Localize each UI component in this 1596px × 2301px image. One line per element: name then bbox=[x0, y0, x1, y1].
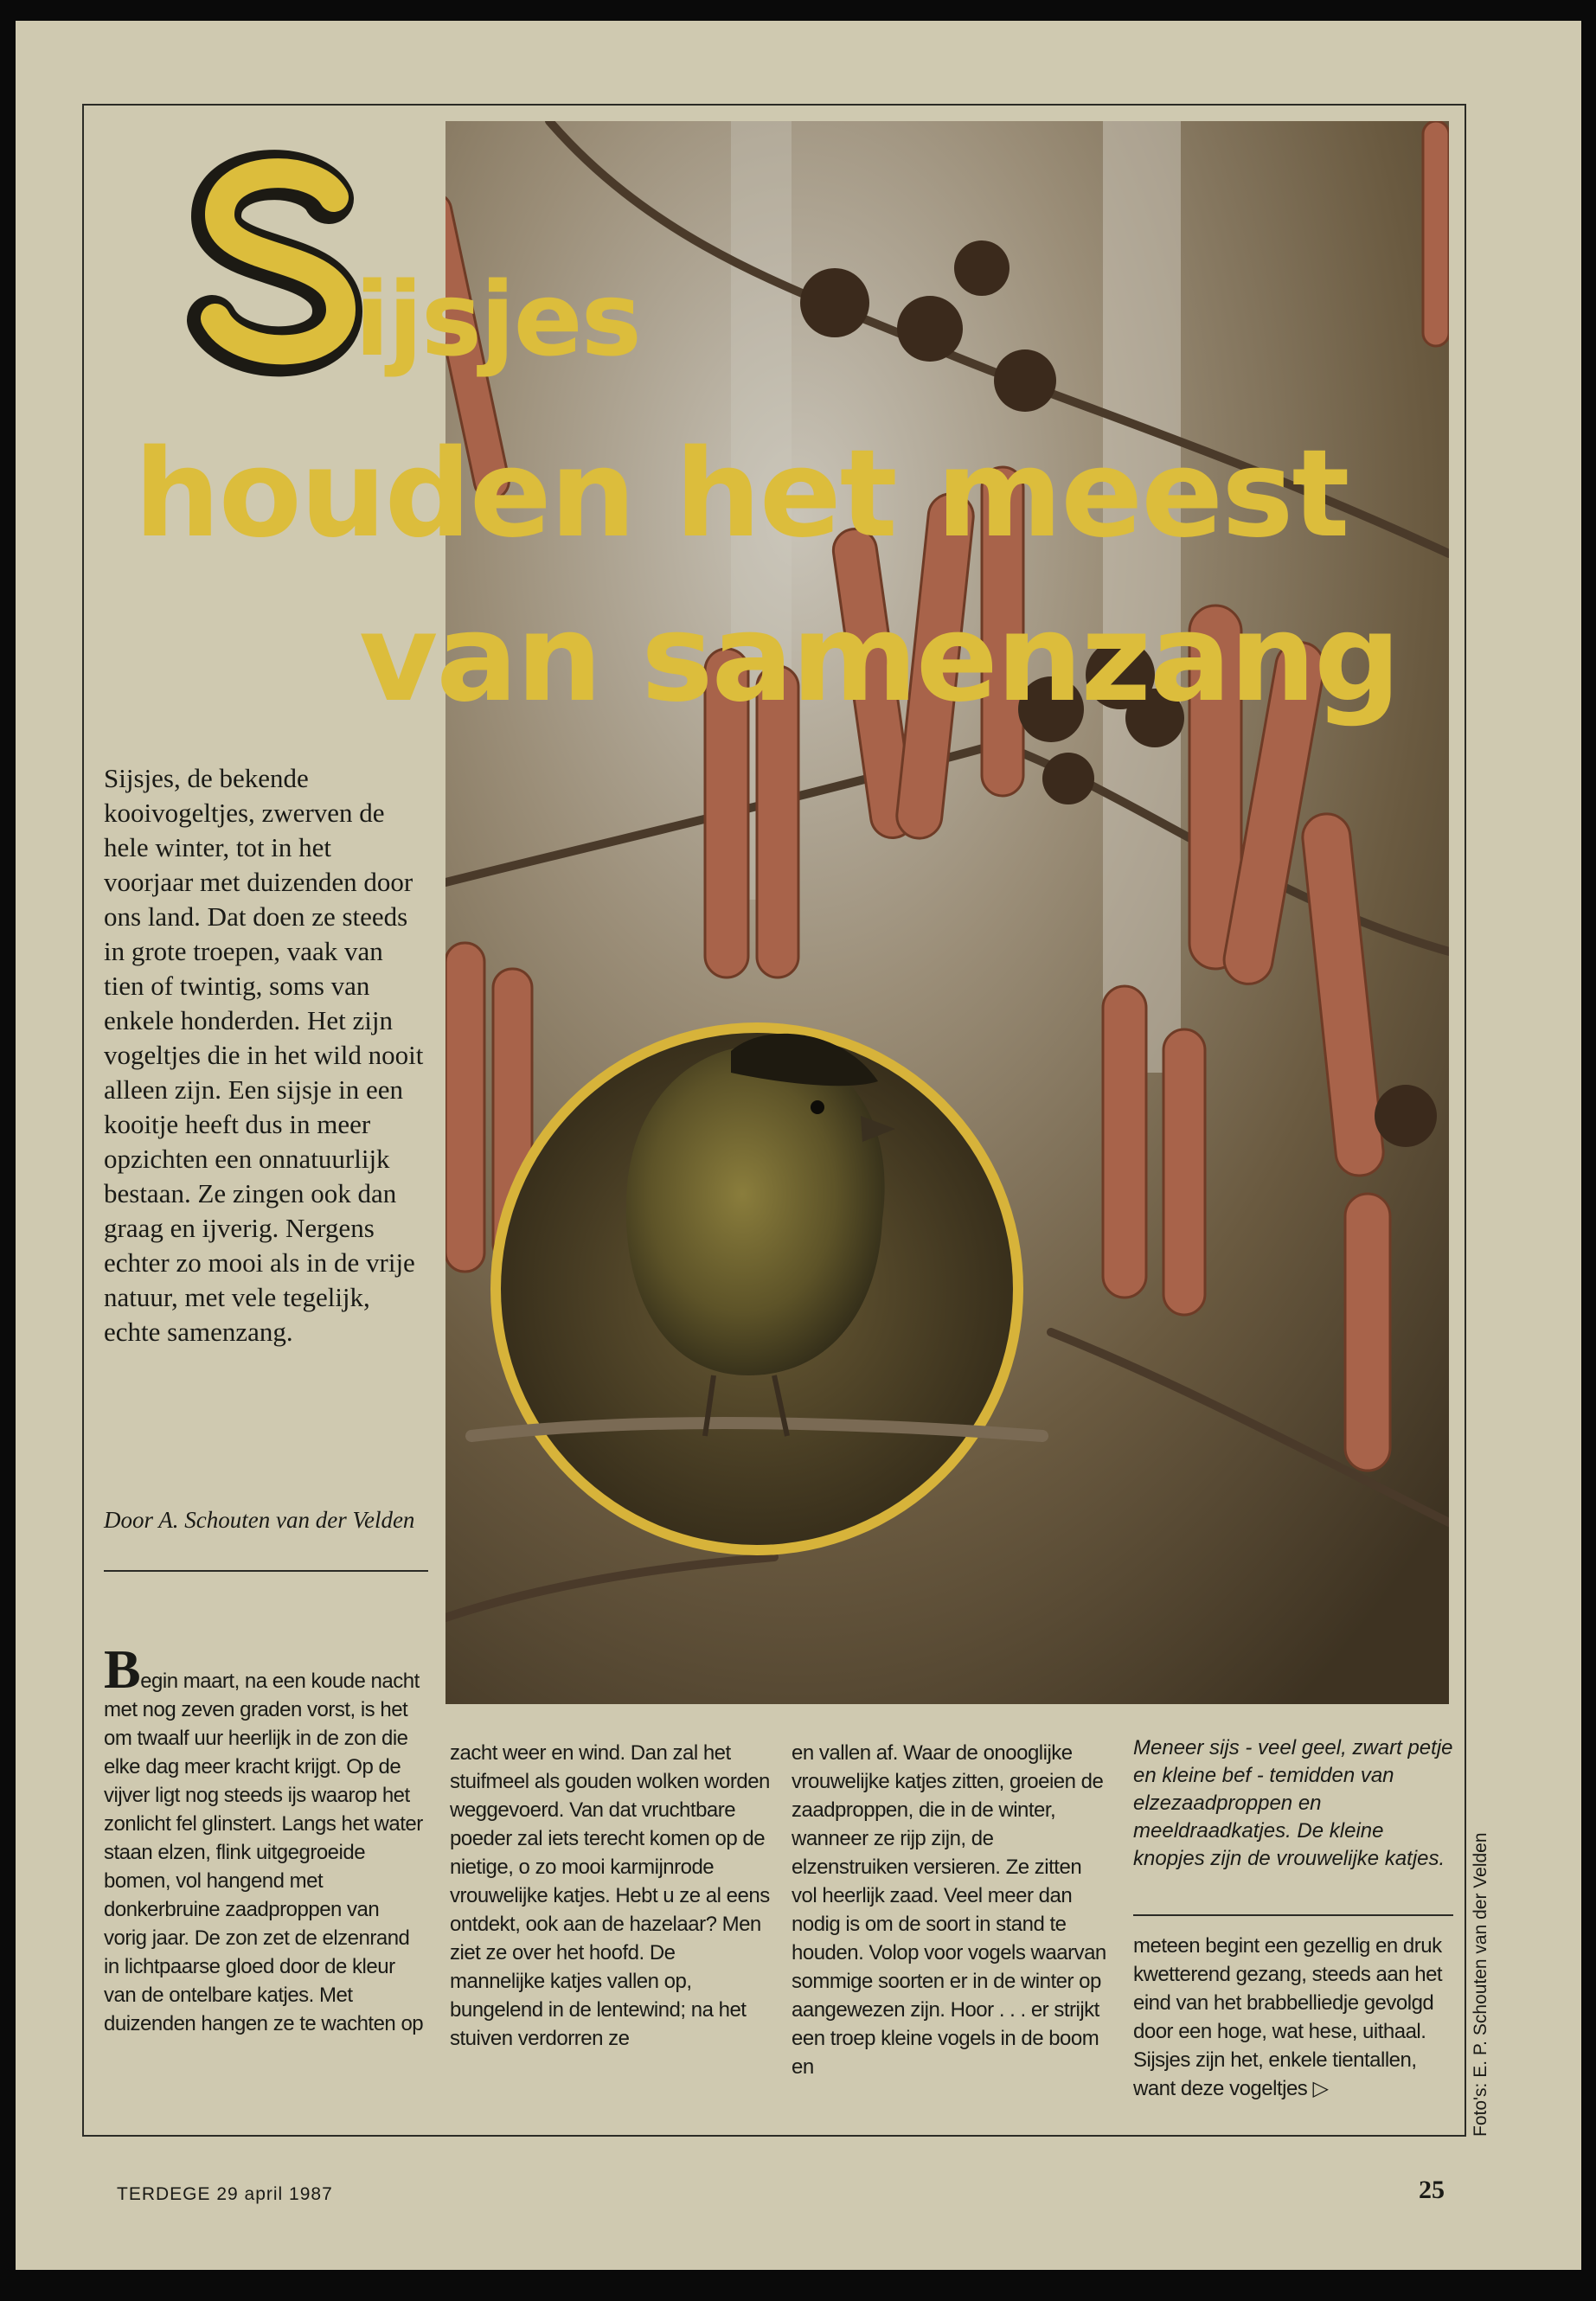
body-column-4: meteen begint een gezellig en druk kwetterend gezang, steeds aan het eind van het brabbelliedje gevolgd door een hoge, wat hese, uithaal. Sijsjes zijn het, enkele tientallen, want deze vogeltjes ▷ bbox=[1133, 1934, 1443, 2100]
caption-divider bbox=[1133, 1914, 1453, 1916]
body-column-1 bbox=[104, 1638, 424, 2038]
body-column-3: en vallen af. Waar de onooglijke vrouwelijke katjes zitten, groeien de zaadproppen, die in de winter, wanneer ze rijp zijn, de elzenstruiken versieren. Ze zitten vol heerlijk zaad. Veel meer dan nodig is om de soort in stand te houden. Volop voor vogels waarvan sommige soorten er in de winter op aangewezen zijn. Hoor . . . er strijkt een troep kleine vogels in de boom en bbox=[792, 1741, 1106, 2079]
title-line-3: van samenzang bbox=[359, 588, 1400, 729]
byline-divider bbox=[104, 1570, 428, 1572]
body-column-2: zacht weer en wind. Dan zal het stuifmeel als gouden wolken worden weggevoerd. Van dat vruchtbare poeder zal iets terecht komen op de nietige, o zo mooi karmijnrode vrouwelijke katjes. Hebt u ze al eens ontdekt, ook aan de hazelaar? Men ziet ze over het hoofd. De mannelijke katjes vallen op, bungelend in de lentewind; na het stuiven verdorren ze bbox=[450, 1741, 770, 2050]
title-line-2: houden het meest bbox=[134, 424, 1349, 565]
byline: Door A. Schouten van der Velden bbox=[104, 1507, 415, 1533]
title-line-1: ijsjes bbox=[355, 260, 640, 379]
footer-publication: TERDEGE 29 april 1987 bbox=[117, 2184, 333, 2204]
photo-credit: Foto's: E. P. Schouten van der Velden bbox=[1471, 1832, 1490, 2137]
title-initial-S-graphic bbox=[182, 138, 363, 381]
intro-paragraph: Sijsjes, de bekende kooivogeltjes, zwerven de hele winter, tot in het voorjaar met duizenden door ons land. Dat doen ze steeds in grote troepen, vaak van tien of twintig, soms van enkele honderden. Het zijn vogeltjes die in het wild nooit alleen zijn. Een sijsje in een kooitje heeft dus in meer opzichten een onnatuurlijk bestaan. Ze zingen ook dan graag en ijverig. Nergens echter zo mooi als in de vrije natuur, met vele tegelijk, echte samenzang. bbox=[104, 763, 424, 1347]
photo-caption: Meneer sijs - veel geel, zwart petje en kleine bef - temidden van elzezaadproppen en meeldraadkatjes. De kleine knopjes zijn de vrouwelijke katjes. bbox=[1133, 1736, 1453, 1870]
body-column-1-text: egin maart, na een koude nacht met nog zeven graden vorst, is het om twaalf uur heerlijk in de zon die elke dag meer kracht krijgt. Op de vijver ligt nog steeds ijs waarop het zonlicht fel glinstert. Langs het water staan elzen, flink uitgegroeide bomen, vol hangend met donkerbruine zaadproppen van vorig jaar. De zon zet de elzenrand in lichtpaarse gloed door de kleur van de ontelbare katjes. Met duizenden hangen ze te wachten op bbox=[104, 1670, 424, 2035]
page-number: 25 bbox=[1419, 2176, 1445, 2204]
drop-cap: B bbox=[104, 1638, 141, 1700]
